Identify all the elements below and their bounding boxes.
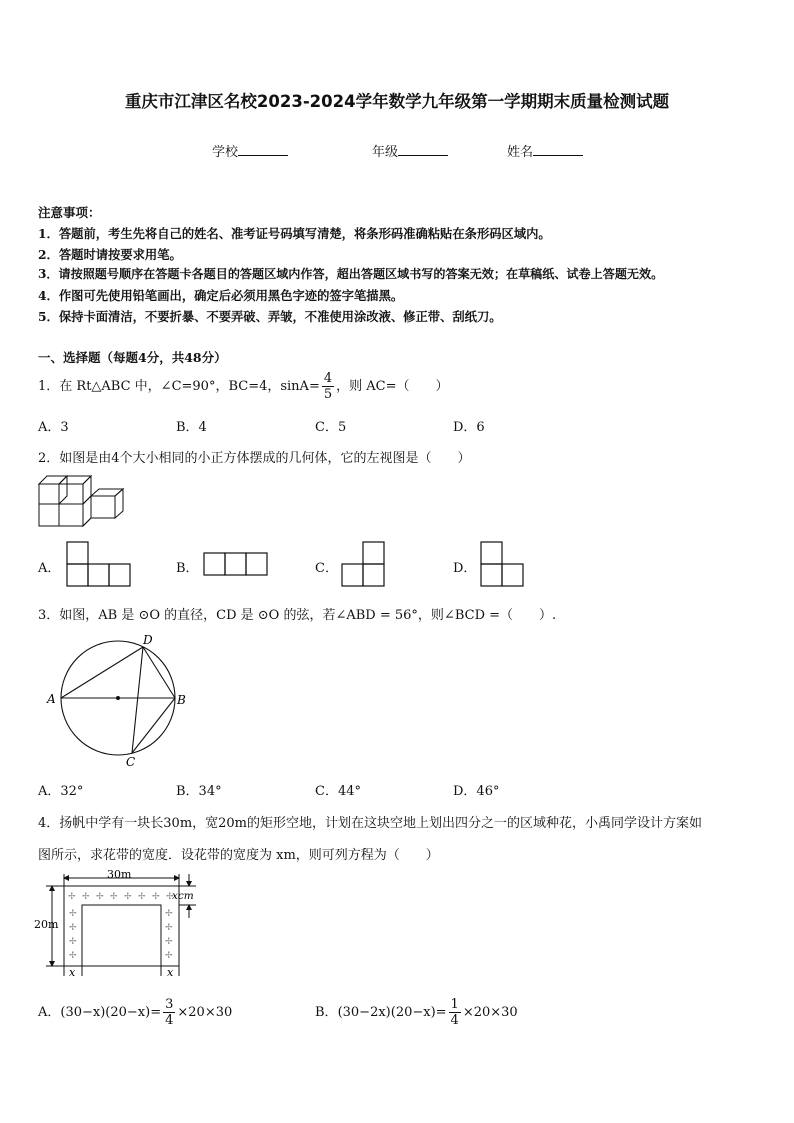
q4-option-a-label: A．: [38, 1005, 61, 1020]
q4-option-a-tail: ×20×30: [177, 1005, 233, 1020]
svg-text:✢: ✢: [165, 951, 173, 961]
q1-option-c: C．5: [315, 420, 347, 435]
svg-text:✢: ✢: [82, 892, 90, 902]
q2-option-b: B．: [176, 561, 199, 576]
q4-option-b: [315, 998, 518, 1027]
q4-option-b-frac: [449, 998, 461, 1027]
question-3: 3．如图，AB 是 ⊙O 的直径，CD 是 ⊙O 的弦，若∠ABD = 56°，则∠BCD =（ ）.: [38, 608, 557, 623]
note-item: 5．保持卡面清洁，不要折暴、不要弄破、弄皱，不准使用涂改液、修正带、刮纸刀。: [38, 309, 502, 324]
q2-option-d-view: [480, 540, 530, 588]
q2-cube-figure: [36, 472, 136, 532]
q1-suffix: ，则 AC=（ ）: [336, 379, 449, 394]
q3-label-d: D: [143, 633, 153, 647]
q4-option-a-expr: (30−x)(20−x)=: [60, 1005, 162, 1020]
name-label: 姓名: [507, 145, 534, 160]
q3-label-c: C: [126, 755, 136, 769]
school-label: 学校: [212, 145, 239, 160]
svg-text:✢: ✢: [165, 937, 173, 947]
name-field: [507, 141, 583, 160]
school-blank: [238, 143, 288, 156]
q3-option-d: D．46°: [453, 784, 500, 799]
svg-text:✢: ✢: [110, 892, 118, 902]
question-2: 2．如图是由4个大小相同的小正方体摆成的几何体，它的左视图是（ ）: [38, 451, 471, 466]
notes-heading: 注意事项：: [38, 205, 101, 220]
svg-text:✢: ✢: [165, 909, 173, 919]
svg-text:✢: ✢: [69, 951, 77, 961]
q2-option-c: C．: [315, 561, 338, 576]
q4-option-a-frac: [163, 998, 175, 1027]
svg-text:✢: ✢: [166, 892, 174, 902]
note-item: 4．作图可先使用铅笔画出，确定后必须用黑色字迹的签字笔描黑。: [38, 288, 404, 303]
svg-text:✢: ✢: [165, 923, 173, 933]
q2-option-b-view: [203, 551, 273, 579]
q3-option-a: A．32°: [38, 784, 84, 799]
svg-text:✢: ✢: [69, 923, 77, 933]
note-item: 1．答题前，考生先将自己的姓名、准考证号码填写清楚，将条形码准确粘贴在条形码区域内。: [38, 226, 551, 241]
name-blank: [533, 143, 583, 156]
q1-frac-num: 4: [323, 371, 333, 386]
school-field: [212, 141, 288, 160]
grade-blank: [398, 143, 448, 156]
q1-prefix: 1．在 Rt△ABC 中，∠C=90°，BC=4，sinA=: [38, 379, 320, 394]
q2-option-d: D．: [453, 561, 477, 576]
q4-fig-left-label: 20m: [34, 918, 59, 931]
svg-text:✢: ✢: [138, 892, 146, 902]
note-item: 3．请按照题号顺序在答题卡各题目的答题区域内作答，超出答题区域书写的答案无效；在草稿纸、试卷上答题无效。: [38, 267, 664, 281]
q4-option-b-den: 4: [450, 1013, 459, 1028]
q4-option-b-label: B．: [315, 1005, 338, 1020]
question-4-line2: 图所示，求花带的宽度．设花带的宽度为 xm，则可列方程为（ ）: [38, 848, 439, 863]
q3-label-a: A: [47, 692, 56, 706]
q4-fig-top-label: 30m: [107, 868, 132, 881]
section-heading: 一、选择题（每题4分，共48分）: [38, 350, 227, 365]
q1-frac-den: 5: [323, 387, 333, 402]
question-1: [38, 372, 449, 401]
svg-text:✢: ✢: [152, 892, 160, 902]
svg-text:✢: ✢: [69, 909, 77, 919]
q3-circle-figure: [40, 628, 200, 774]
q3-option-c: C．44°: [315, 784, 361, 799]
grade-label: 年级: [372, 145, 399, 160]
q4-option-a-den: 4: [165, 1013, 174, 1028]
q4-garden-figure: [34, 866, 204, 980]
q3-option-b: B．34°: [176, 784, 222, 799]
svg-text:✢: ✢: [96, 892, 104, 902]
q1-fraction: [322, 372, 334, 401]
q4-option-b-tail: ×20×30: [462, 1005, 518, 1020]
q1-option-a: A．3: [38, 420, 69, 435]
q2-option-a: A．: [38, 561, 61, 576]
q4-option-a: [38, 998, 232, 1027]
svg-text:✢: ✢: [69, 937, 77, 947]
note-item: 2．答题时请按要求用笔。: [38, 247, 182, 262]
q1-option-b: B．4: [176, 420, 207, 435]
q2-option-c-view: [341, 540, 391, 588]
q4-fig-x1-label: x: [69, 966, 76, 979]
svg-text:✢: ✢: [68, 892, 76, 902]
grade-field: [372, 141, 448, 160]
q1-option-d: D．6: [453, 420, 485, 435]
q4-option-b-expr: (30−2x)(20−x)=: [337, 1005, 447, 1020]
page-title: 重庆市江津区名校2023-2024学年数学九年级第一学期期末质量检测试题: [124, 92, 670, 111]
q4-option-a-num: 3: [165, 997, 174, 1012]
q2-option-a-view: [66, 540, 136, 588]
q3-label-b: B: [177, 693, 186, 707]
q4-option-b-num: 1: [450, 997, 459, 1012]
q4-fig-right-label: xcm: [172, 890, 194, 902]
svg-text:✢: ✢: [124, 892, 132, 902]
question-4-line1: 4．扬帆中学有一块长30m，宽20m的矩形空地，计划在这块空地上划出四分之一的区域种花，小禹同学设计方案如: [38, 816, 703, 831]
q4-fig-x2-label: x: [167, 966, 174, 979]
